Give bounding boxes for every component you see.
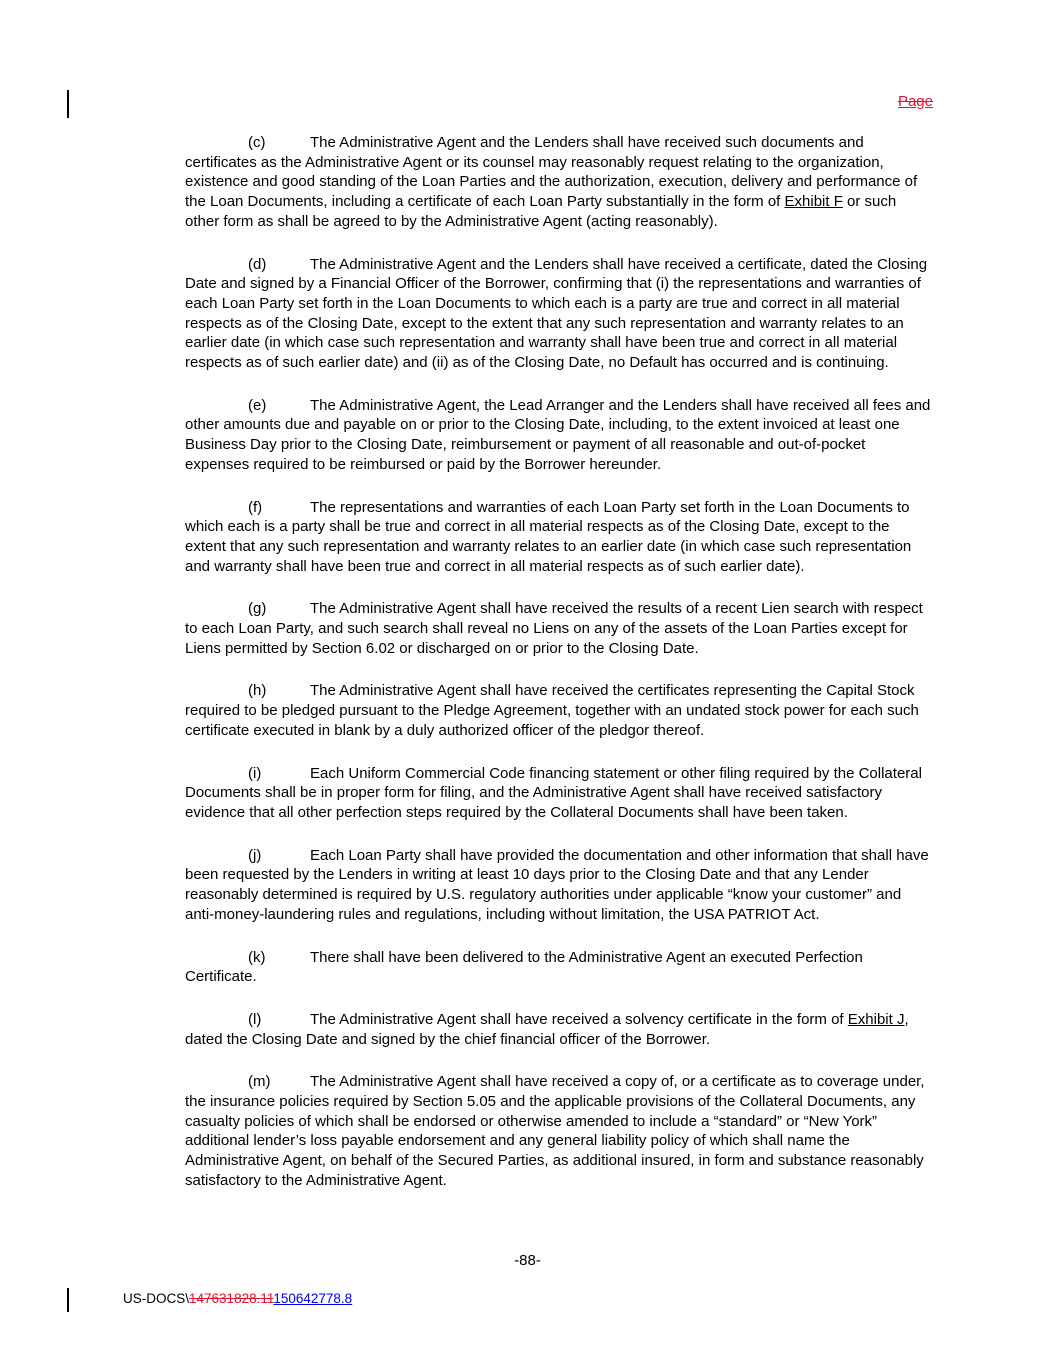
paragraph-k [185,948,931,987]
paragraph-label: (h) [248,682,267,700]
doc-id-deleted: 147631828.11 [189,1291,274,1306]
paragraph-d [185,255,931,373]
paragraph-f [185,498,931,577]
page-number: -88- [514,1252,541,1269]
doc-id-prefix: US-DOCS\ [123,1291,190,1306]
paragraph-text: The Administrative Agent and the Lenders shall have received such documents and certificates as the Administrative Agent or its counsel may reasonably request relating to the organization, existence and good standing of the Loan Parties and the authorization, execution, delivery and performance of the Loan Documents, including a certificate of each Loan Party substantially in the form of [185,134,918,211]
change-bar-top [67,90,69,118]
paragraph-i [185,764,931,823]
paragraph-text: The Administrative Agent and the Lenders shall have received a certificate, dated the Closing Date and signed by a Financial Officer of the Borrower, confirming that (i) the representations and warranties of each Loan Party set forth in the Loan Documents to which each is a party are true and correct in all material respects as of the Closing Date, except to the extent that any such representation and warranty relates to an earlier date (in which case such representation and warranty shall have been true and correct in all material respects as of such earlier date) and (ii) as of the Closing Date, no Default has occurred and is continuing. [185,255,928,372]
paragraph-e [185,396,931,475]
paragraph-text: The Administrative Agent shall have received a solvency certificate in the form of [310,1010,848,1028]
paragraph-text: The Administrative Agent shall have received the certificates representing the Capital Stock required to be pledged pursuant to the Pledge Agreement, together with an undated stock power for each such certificate executed in blank by a duly authorized officer of the pledgor thereof. [185,682,919,739]
paragraph-text: There shall have been delivered to the Administrative Agent an executed Perfection Certificate. [185,948,863,986]
document-id-footer [123,1291,352,1306]
page-header-deleted-reference: Page [897,93,933,110]
paragraph-h [185,681,931,740]
doc-id-inserted: 150642778.8 [273,1291,353,1306]
paragraph-label: (f) [248,498,263,516]
paragraph-j [185,846,931,925]
paragraph-label: (d) [248,255,267,273]
paragraph-text: The representations and warranties of each Loan Party set forth in the Loan Documents to which each is a party shall be true and correct in all material respects as of the Closing Date, except to the extent that any such representation and warranty relates to an earlier date (in which case such representation and warranty shall have been true and correct in all material respects as of such earlier date). [185,498,912,575]
paragraph-text: The Administrative Agent shall have received a copy of, or a certificate as to coverage under, the insurance policies required by Section 5.05 and the applicable provisions of the Collateral Documents, any casualty policies of which shall be endorsed or otherwise amended to include a “standard” or “New York” additional lender’s loss payable endorsement and any general liability policy of which shall name the Administrative Agent, on behalf of the Secured Parties, as additional insured, in form and substance reasonably satisfactory to the Administrative Agent. [185,1073,925,1189]
paragraph-c [185,133,931,232]
paragraph-l [185,1010,931,1049]
paragraph-text: , dated the Closing Date and signed by the chief financial officer of the Borrower. [185,1010,909,1048]
paragraph-label: (i) [248,764,262,782]
paragraph-text: Each Uniform Commercial Code financing statement or other filing required by the Collateral Documents shall be in proper form for filing, and the Administrative Agent shall have received satisfactory evidence that all other perfection steps required by the Collateral Documents shall have been taken. [185,764,922,821]
paragraph-label: (l) [248,1010,262,1028]
paragraph-text: Each Loan Party shall have provided the documentation and other information that shall have been requested by the Lenders in writing at least 10 days prior to the Closing Date and that any Lender reasonably determined is required by U.S. regulatory authorities under applicable “know your customer” and anti-money-laundering rules and regulations, including without limitation, the USA PATRIOT Act. [185,846,929,923]
change-bar-bottom [67,1288,69,1312]
paragraph-label: (k) [248,948,266,966]
paragraph-label: (m) [248,1073,271,1091]
paragraph-text: or such other form as shall be agreed to by the Administrative Agent (acting reasonably). [185,193,897,230]
paragraph-g [185,599,931,658]
paragraph-label: (c) [248,134,266,151]
paragraph-text: The Administrative Agent shall have received the results of a recent Lien search with respect to each Loan Party, and such search shall reveal no Liens on any of the assets of the Loan Parties except for Liens permitted by Section 6.02 or discharged on or prior to the Closing Date. [185,600,923,657]
paragraph-m [185,1072,931,1190]
paragraph-text: The Administrative Agent, the Lead Arranger and the Lenders shall have received all fees and other amounts due and payable on or prior to the Closing Date, including, to the extent invoiced at least one Business Day prior to the Closing Date, reimbursement or payment of all reasonable and out-of-pocket expenses required to be reimbursed or paid by the Borrower hereunder. [185,396,931,473]
paragraph-label: (e) [248,396,267,414]
paragraph-label: (g) [248,600,267,618]
document-body [185,133,931,1214]
exhibit-reference: Exhibit J [847,1010,905,1028]
exhibit-reference: Exhibit F [784,193,843,211]
paragraph-label: (j) [248,846,262,864]
